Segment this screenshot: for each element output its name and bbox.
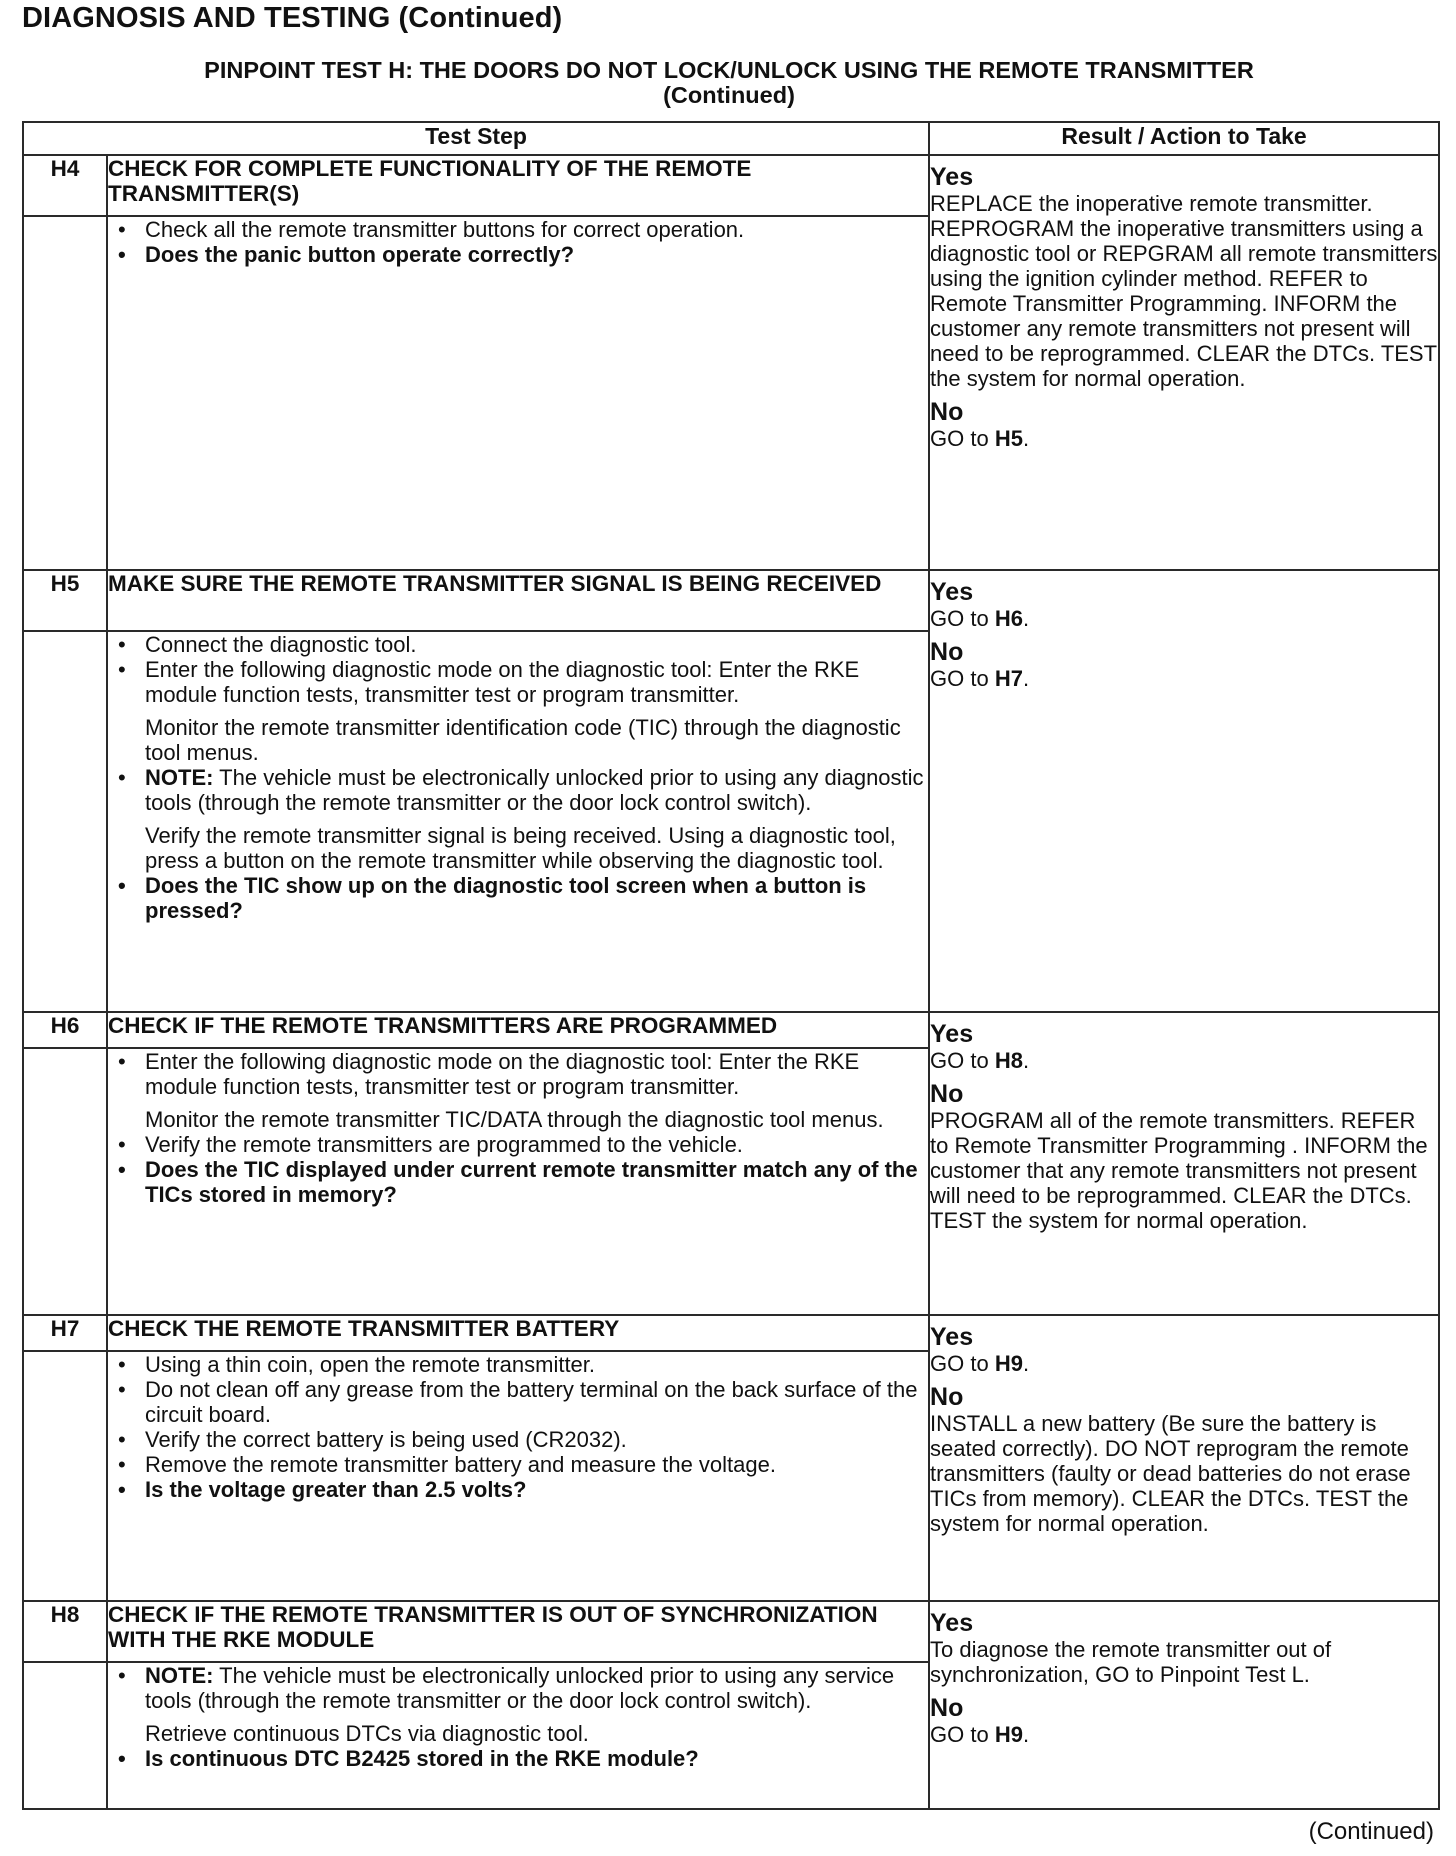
list-item: Retrieve continuous DTCs via diagnostic tool. xyxy=(145,1721,589,1746)
yes-label: Yes xyxy=(930,578,974,606)
list-item: • Is continuous DTC B2425 stored in the RKE module? xyxy=(108,1746,928,1771)
page-title: DIAGNOSIS AND TESTING (Continued) xyxy=(22,2,563,34)
yes-action: To diagnose the remote transmitter out of synchronization, GO to Pinpoint Test L. xyxy=(930,1637,1332,1687)
list-item: • Does the panic button operate correctly? xyxy=(108,242,928,267)
no-action: GO to H5. xyxy=(930,426,1030,451)
yes-action: GO to H8. xyxy=(930,1048,1030,1073)
list-item: • NOTE: The vehicle must be electronically unlocked prior to using any service tools (through the remote transmitter or the door lock control switch). xyxy=(108,1663,928,1713)
step-title: CHECK FOR COMPLETE FUNCTIONALITY OF THE REMOTE TRANSMITTER(S) xyxy=(107,155,929,216)
list-item: • Enter the following diagnostic mode on the diagnostic tool: Enter the RKE module function tests, transmitter test or program transmitter. xyxy=(108,1049,928,1099)
list-item: Monitor the remote transmitter identification code (TIC) through the diagnostic tool menus. xyxy=(145,715,901,765)
step-title: MAKE SURE THE REMOTE TRANSMITTER SIGNAL IS BEING RECEIVED xyxy=(107,570,929,631)
list-item: • Remove the remote transmitter battery and measure the voltage. xyxy=(108,1452,928,1477)
no-action: GO to H7. xyxy=(930,666,1030,691)
step-h5-result xyxy=(929,570,1439,1012)
no-label: No xyxy=(930,1383,964,1411)
list-item: Verify the remote transmitter signal is being received. Using a diagnostic tool, press a button on the remote transmitter while observing the diagnostic tool. xyxy=(145,823,896,873)
no-label: No xyxy=(930,1694,964,1722)
step-h5-title-row xyxy=(23,570,1439,631)
pinpoint-test-table xyxy=(22,121,1440,1810)
no-label: No xyxy=(930,1080,964,1108)
step-id: H7 xyxy=(23,1315,107,1351)
step-id: H5 xyxy=(23,570,107,631)
list-item: • Connect the diagnostic tool. xyxy=(108,632,928,657)
step-h7-instructions xyxy=(107,1351,929,1601)
step-h4-instructions xyxy=(107,216,929,570)
no-action: INSTALL a new battery (Be sure the battery is seated correctly). DO NOT reprogram the remote transmitters (faulty or dead batteries do not erase TICs from memory). CLEAR the DTCs. TEST the system for normal operation. xyxy=(930,1411,1411,1536)
column-header-result: Result / Action to Take xyxy=(929,122,1439,155)
step-h6-result xyxy=(929,1012,1439,1315)
step-id: H4 xyxy=(23,155,107,216)
list-item: • Enter the following diagnostic mode on the diagnostic tool: Enter the RKE module function tests, transmitter test or program transmitter. xyxy=(108,657,928,707)
pinpoint-test-title: PINPOINT TEST H: THE DOORS DO NOT LOCK/UNLOCK USING THE REMOTE TRANSMITTER xyxy=(204,57,1254,83)
list-item: • NOTE: The vehicle must be electronically unlocked prior to using any diagnostic tools (through the remote transmitter or the door lock control switch). xyxy=(108,765,928,815)
list-item: Monitor the remote transmitter TIC/DATA through the diagnostic tool menus. xyxy=(145,1107,884,1132)
yes-label: Yes xyxy=(930,163,974,191)
step-id: H8 xyxy=(23,1601,107,1662)
yes-label: Yes xyxy=(930,1323,974,1351)
step-h8-result xyxy=(929,1601,1439,1809)
step-title: CHECK IF THE REMOTE TRANSMITTERS ARE PROGRAMMED xyxy=(107,1012,929,1048)
no-label: No xyxy=(930,398,964,426)
step-id: H6 xyxy=(23,1012,107,1048)
step-h8-title-row xyxy=(23,1601,1439,1662)
list-item: • Verify the remote transmitters are programmed to the vehicle. xyxy=(108,1132,928,1157)
table-header-row xyxy=(23,122,1439,155)
step-h4-result xyxy=(929,155,1439,570)
yes-label: Yes xyxy=(930,1609,974,1637)
step-h8-instructions xyxy=(107,1662,929,1809)
step-title: CHECK IF THE REMOTE TRANSMITTER IS OUT OF SYNCHRONIZATION WITH THE RKE MODULE xyxy=(107,1601,929,1662)
no-action: PROGRAM all of the remote transmitters. REFER to Remote Transmitter Programming . INFORM the customer that any remote transmitters not present will need to be reprogrammed. CLEAR the DTCs. TEST the system for normal operation. xyxy=(930,1108,1428,1233)
step-h6-title-row xyxy=(23,1012,1439,1048)
list-item: • Do not clean off any grease from the battery terminal on the back surface of the circuit board. xyxy=(108,1377,928,1427)
yes-action: GO to H9. xyxy=(930,1351,1030,1376)
list-item: • Does the TIC displayed under current remote transmitter match any of the TICs stored in memory? xyxy=(108,1157,928,1207)
list-item: • Does the TIC show up on the diagnostic tool screen when a button is pressed? xyxy=(108,873,928,923)
yes-label: Yes xyxy=(930,1020,974,1048)
step-h7-result xyxy=(929,1315,1439,1601)
list-item: • Verify the correct battery is being used (CR2032). xyxy=(108,1427,928,1452)
list-item: • Is the voltage greater than 2.5 volts? xyxy=(108,1477,928,1502)
list-item: • Using a thin coin, open the remote transmitter. xyxy=(108,1352,928,1377)
continued-footer: (Continued) xyxy=(1308,1818,1434,1845)
pinpoint-test-continued: (Continued) xyxy=(663,82,795,108)
yes-action: GO to H6. xyxy=(930,606,1030,631)
list-item: • Check all the remote transmitter buttons for correct operation. xyxy=(108,217,928,242)
column-header-test-step: Test Step xyxy=(23,122,929,155)
no-action: GO to H9. xyxy=(930,1722,1030,1747)
step-h6-instructions xyxy=(107,1048,929,1315)
step-h5-instructions xyxy=(107,631,929,1012)
no-label: No xyxy=(930,638,964,666)
step-h7-title-row xyxy=(23,1315,1439,1351)
yes-action: REPLACE the inoperative remote transmitter. REPROGRAM the inoperative transmitters using a diagnostic tool or REPGRAM all remote transmitters using the ignition cylinder method. REFER to Remote Transmitter Programming. INFORM the customer any remote transmitters not present will need to be reprogrammed. CLEAR the DTCs. TEST the system for normal operation. xyxy=(930,191,1438,391)
step-title: CHECK THE REMOTE TRANSMITTER BATTERY xyxy=(107,1315,929,1351)
step-h4-title-row xyxy=(23,155,1439,216)
